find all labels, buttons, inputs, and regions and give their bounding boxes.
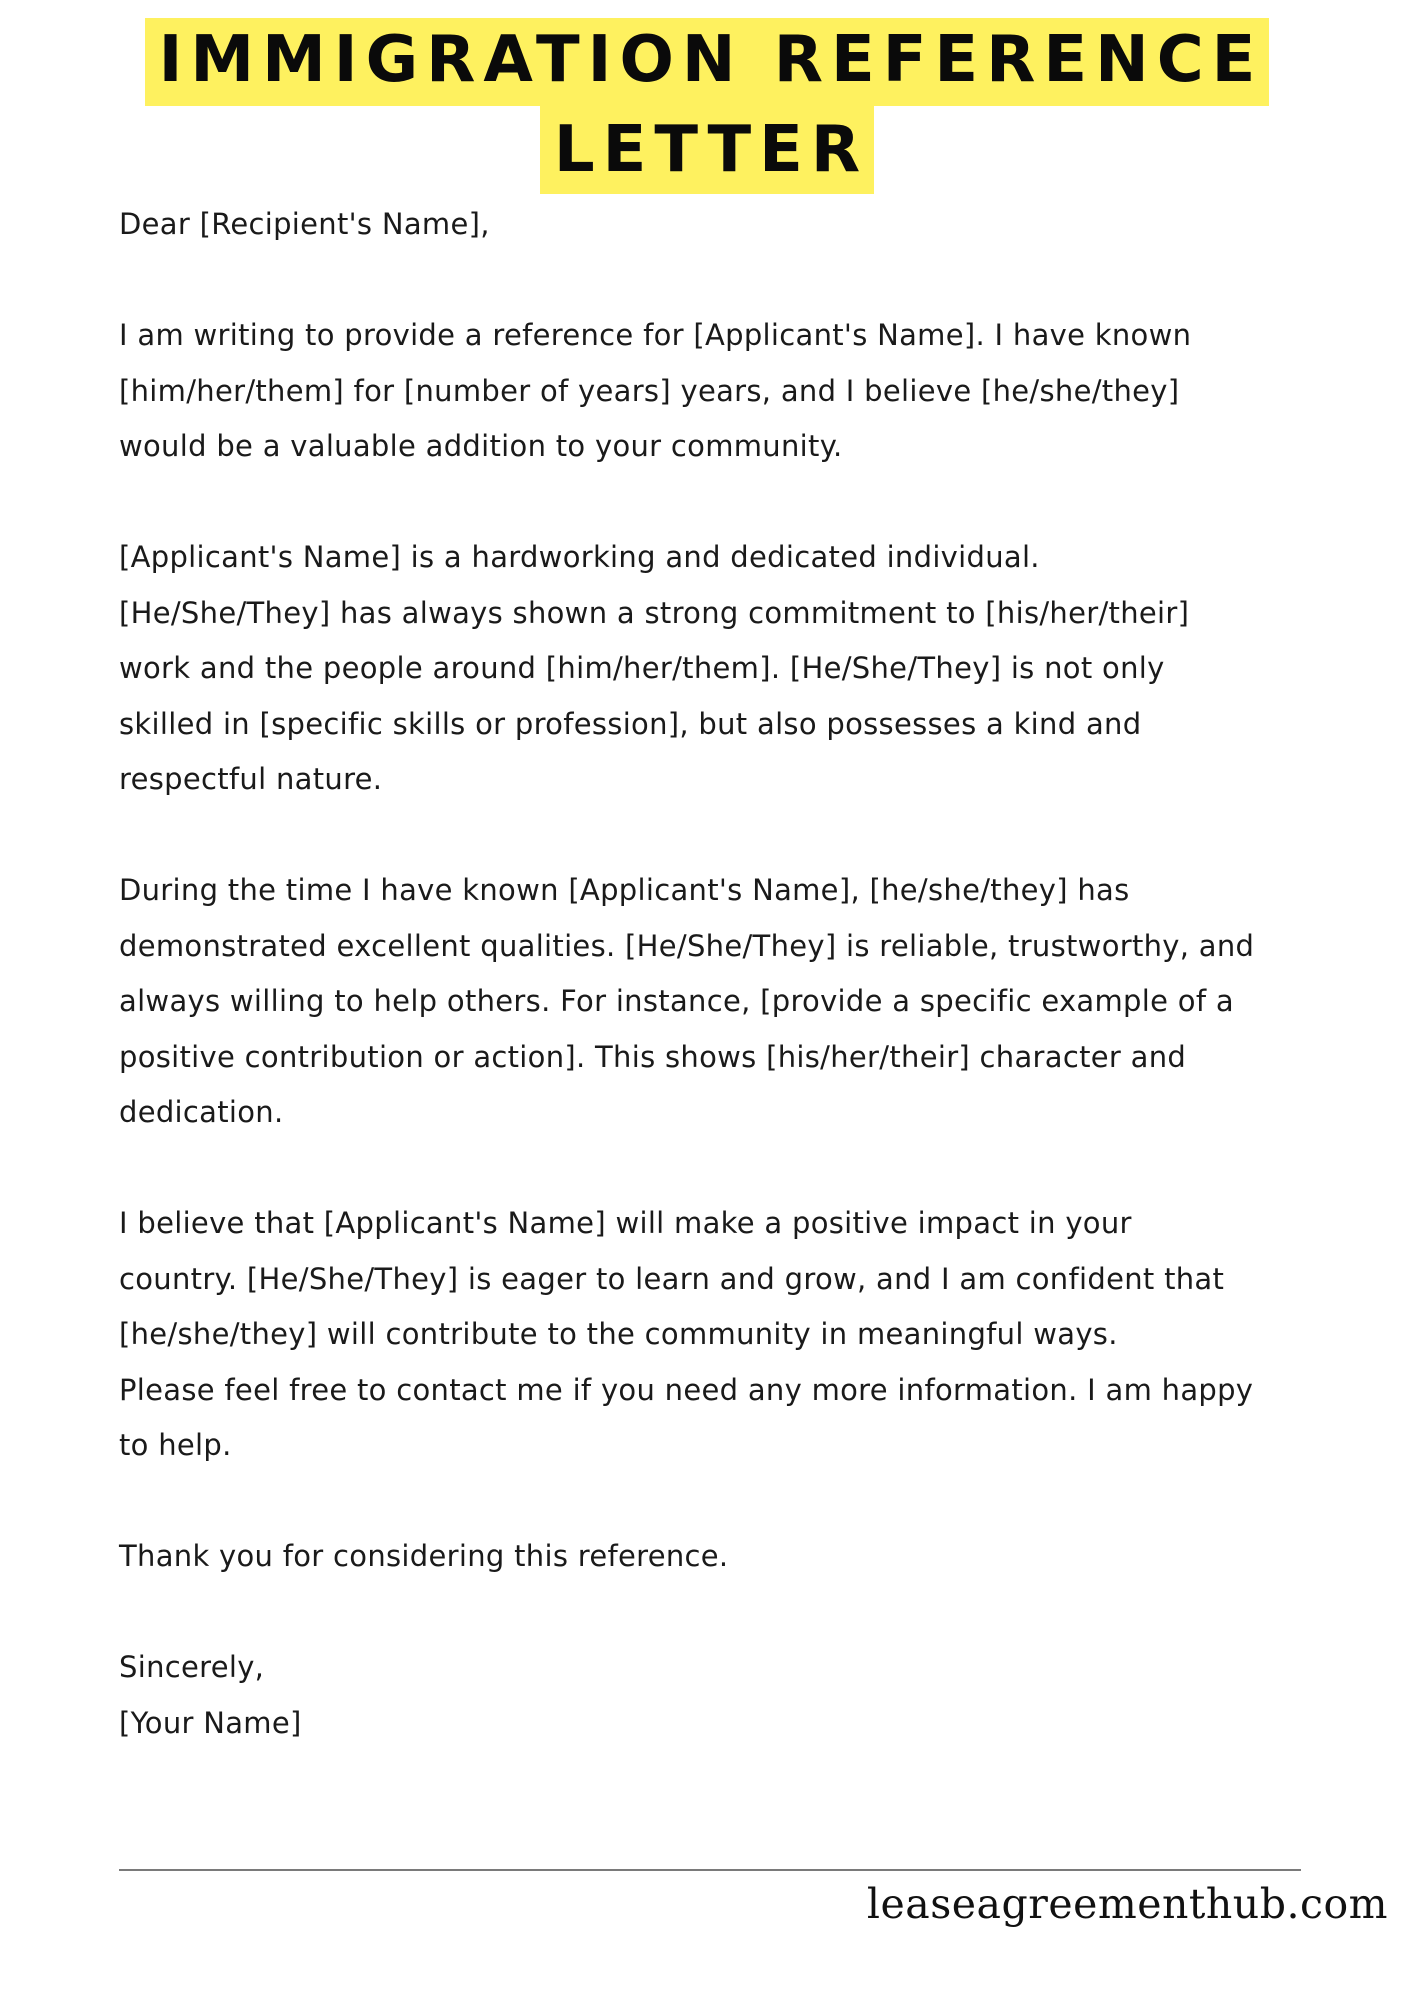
footer-site: leaseagreementhub.com (866, 1880, 1388, 1928)
paragraph-line: [Applicant's Name] is a hardworking and dedicated individual. (119, 540, 1040, 574)
title-line-1: IMMIGRATION REFERENCE (145, 18, 1270, 106)
salutation: Dear [Recipient's Name], (119, 207, 490, 241)
paragraph-line: work and the people around [him/her/them]. [He/She/They] is not only (119, 651, 1165, 685)
paragraph-line: During the time I have known [Applicant's Name], [he/she/they] has (119, 873, 1130, 907)
page-title (0, 18, 1414, 194)
letter-body (119, 197, 1319, 1751)
paragraph-2 (119, 530, 1319, 808)
paragraph-line: to help. (119, 1428, 232, 1462)
paragraph-4 (119, 1196, 1319, 1474)
paragraph-line: I am writing to provide a reference for [Applicant's Name]. I have known (119, 318, 1192, 352)
title-line-2: LETTER (540, 106, 874, 194)
thanks-line: Thank you for considering this reference. (119, 1539, 729, 1573)
paragraph-3 (119, 863, 1319, 1141)
paragraph-line: demonstrated excellent qualities. [He/She/They] is reliable, trustworthy, and (119, 928, 1255, 963)
paragraph-line: [He/She/They] has always shown a strong commitment to [his/her/their] (119, 595, 1190, 630)
paragraph-line: dedication. (119, 1095, 284, 1129)
signature: [Your Name] (119, 1705, 302, 1740)
paragraph-line: skilled in [specific skills or profession], but also possesses a kind and (119, 706, 1142, 741)
paragraph-1 (119, 308, 1319, 475)
paragraph-line: country. [He/She/They] is eager to learn and grow, and I am confident that (119, 1261, 1225, 1296)
paragraph-line: positive contribution or action]. This shows [his/her/their] character and (119, 1039, 1187, 1074)
paragraph-line: Please feel free to contact me if you need any more information. I am happy (119, 1372, 1254, 1407)
footer-divider (119, 1869, 1301, 1871)
paragraph-line: [he/she/they] will contribute to the community in meaningful ways. (119, 1317, 1118, 1351)
closing: Sincerely, (119, 1650, 265, 1684)
paragraph-line: always willing to help others. For instance, [provide a specific example of a (119, 984, 1234, 1018)
paragraph-line: would be a valuable addition to your community. (119, 429, 843, 463)
paragraph-line: respectful nature. (119, 762, 383, 796)
paragraph-line: [him/her/them] for [number of years] years, and I believe [he/she/they] (119, 373, 1180, 408)
paragraph-line: I believe that [Applicant's Name] will make a positive impact in your (119, 1206, 1132, 1240)
